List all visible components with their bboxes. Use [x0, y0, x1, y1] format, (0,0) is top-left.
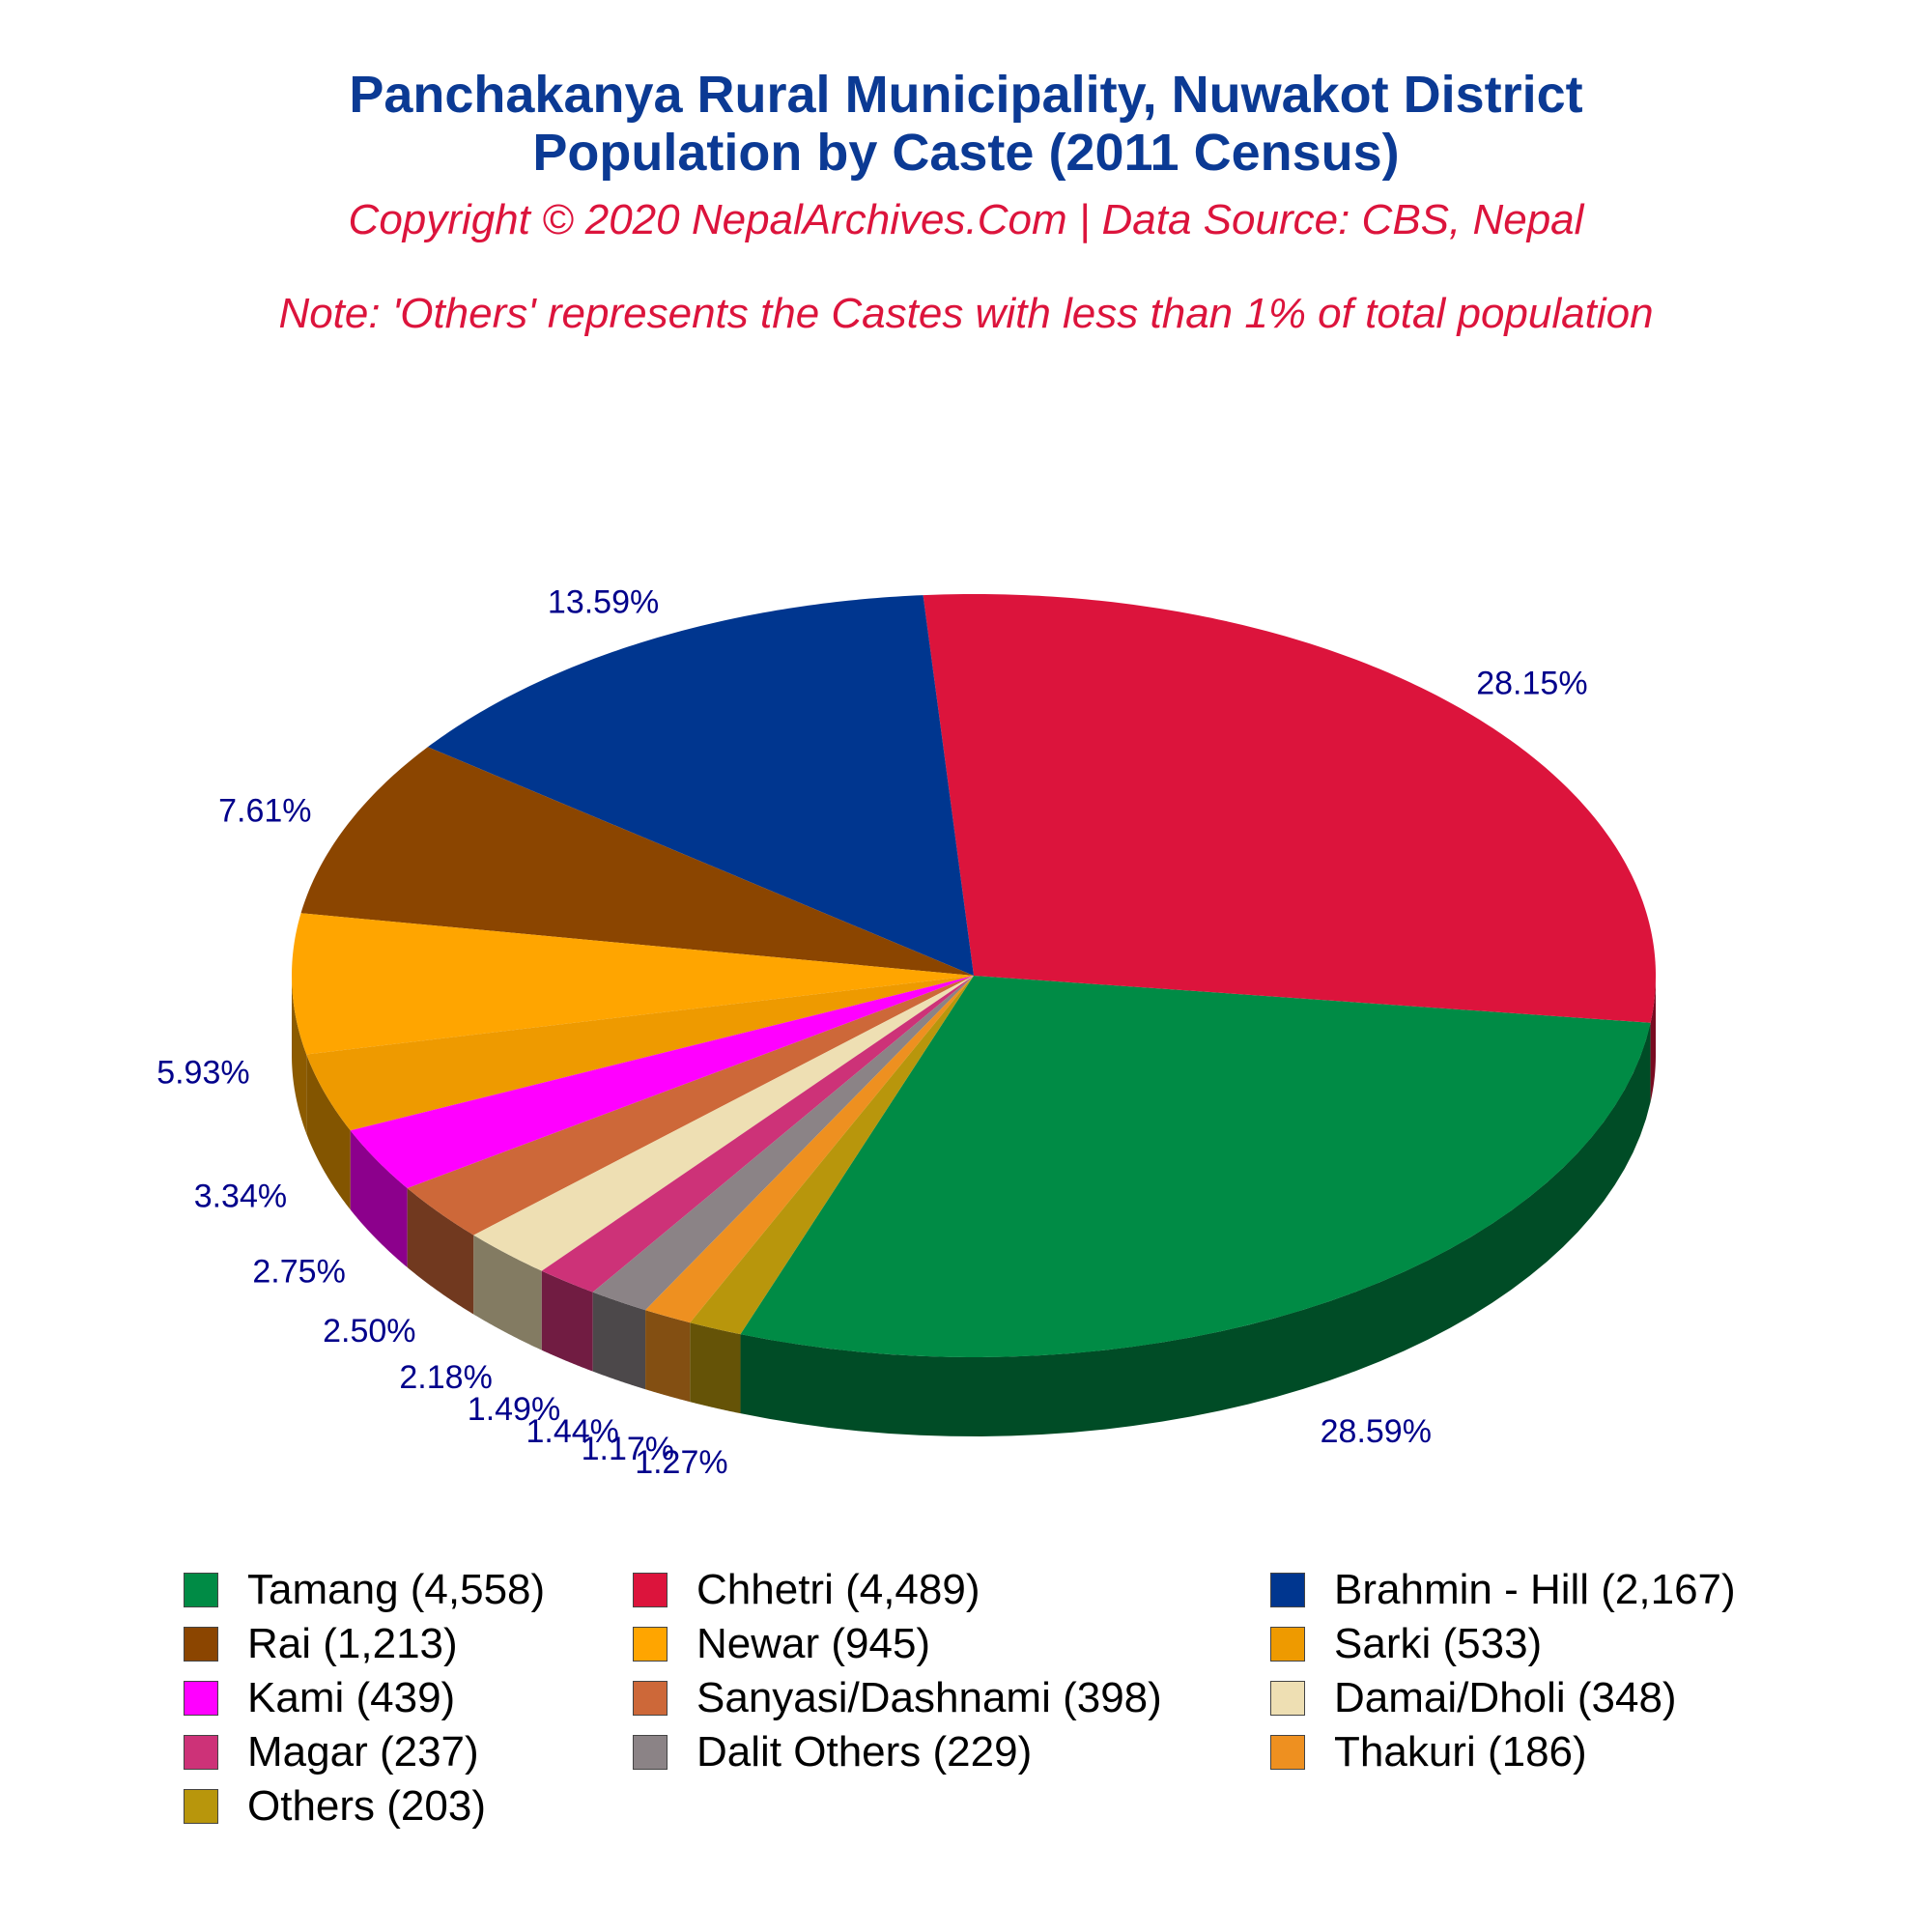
percent-label-others: 1.27%	[635, 1444, 728, 1481]
legend-label: Sanyasi/Dashnami (398)	[696, 1674, 1162, 1721]
legend-swatch	[633, 1627, 668, 1662]
pie-slices	[292, 594, 1656, 1357]
legend-item-rai	[184, 1617, 633, 1671]
legend-label: Thakuri (186)	[1334, 1728, 1587, 1776]
legend-item-tamang	[184, 1563, 633, 1617]
legend-swatch	[1270, 1573, 1305, 1607]
chart-legend	[184, 1563, 1845, 1833]
percent-label-chhetri: 28.15%	[1476, 665, 1588, 702]
legend-swatch	[184, 1789, 218, 1824]
percent-label-newar: 5.93%	[156, 1054, 250, 1092]
chart-note: Note: 'Others' represents the Castes with less than 1% of total population	[278, 290, 1654, 337]
pie-side-thakuri	[645, 1310, 690, 1402]
legend-item-sarki	[1270, 1617, 1811, 1671]
chart-title-line2: Population by Caste (2011 Census)	[532, 124, 1400, 182]
legend-label: Tamang (4,558)	[247, 1566, 546, 1613]
percent-label-damai-dholi: 2.18%	[399, 1359, 493, 1397]
legend-item-newar	[633, 1617, 1270, 1671]
percent-label-magar: 1.49%	[467, 1391, 561, 1429]
percent-label-thakuri: 1.17%	[581, 1430, 675, 1467]
percent-label-rai: 7.61%	[218, 792, 312, 830]
legend-item-brahmin-hill	[1270, 1563, 1811, 1617]
legend-item-damai-dholi	[1270, 1671, 1811, 1725]
legend-label: Rai (1,213)	[247, 1620, 458, 1667]
pie-side-others	[690, 1322, 740, 1413]
legend-label: Chhetri (4,489)	[696, 1566, 980, 1613]
legend-label: Dalit Others (229)	[696, 1728, 1033, 1776]
percent-label-sanyasi-dashnami: 2.50%	[323, 1312, 416, 1350]
legend-swatch	[184, 1681, 218, 1716]
legend-swatch	[184, 1573, 218, 1607]
legend-label: Brahmin - Hill (2,167)	[1334, 1566, 1736, 1613]
legend-label: Newar (945)	[696, 1620, 931, 1667]
legend-label: Magar (237)	[247, 1728, 479, 1776]
legend-item-magar	[184, 1725, 633, 1779]
legend-label: Sarki (533)	[1334, 1620, 1543, 1667]
percent-label-tamang: 28.59%	[1320, 1412, 1432, 1450]
legend-swatch	[633, 1573, 668, 1607]
legend-item-dalit-others	[633, 1725, 1270, 1779]
legend-swatch	[1270, 1627, 1305, 1662]
legend-swatch	[1270, 1735, 1305, 1770]
percent-label-sarki: 3.34%	[193, 1178, 288, 1215]
legend-label: Damai/Dholi (348)	[1334, 1674, 1677, 1721]
legend-label: Kami (439)	[247, 1674, 456, 1721]
legend-swatch	[633, 1681, 668, 1716]
legend-swatch	[184, 1627, 218, 1662]
chart-title-line1: Panchakanya Rural Municipality, Nuwakot District	[349, 66, 1583, 124]
percent-label-kami: 2.75%	[252, 1253, 346, 1291]
legend-item-kami	[184, 1671, 633, 1725]
percent-label-dalit-others: 1.44%	[526, 1413, 619, 1451]
legend-label: Others (203)	[247, 1782, 486, 1830]
chart-copyright: Copyright © 2020 NepalArchives.Com | Data Source: CBS, Nepal	[348, 196, 1584, 243]
legend-swatch	[1270, 1681, 1305, 1716]
legend-swatch	[184, 1735, 218, 1770]
pie-slice-chhetri	[923, 594, 1656, 1023]
legend-item-sanyasi-dashnami	[633, 1671, 1270, 1725]
percent-label-brahmin-hill: 13.59%	[547, 583, 660, 621]
legend-item-chhetri	[633, 1563, 1270, 1617]
legend-item-thakuri	[1270, 1725, 1811, 1779]
legend-swatch	[633, 1735, 668, 1770]
legend-item-others	[184, 1779, 633, 1833]
